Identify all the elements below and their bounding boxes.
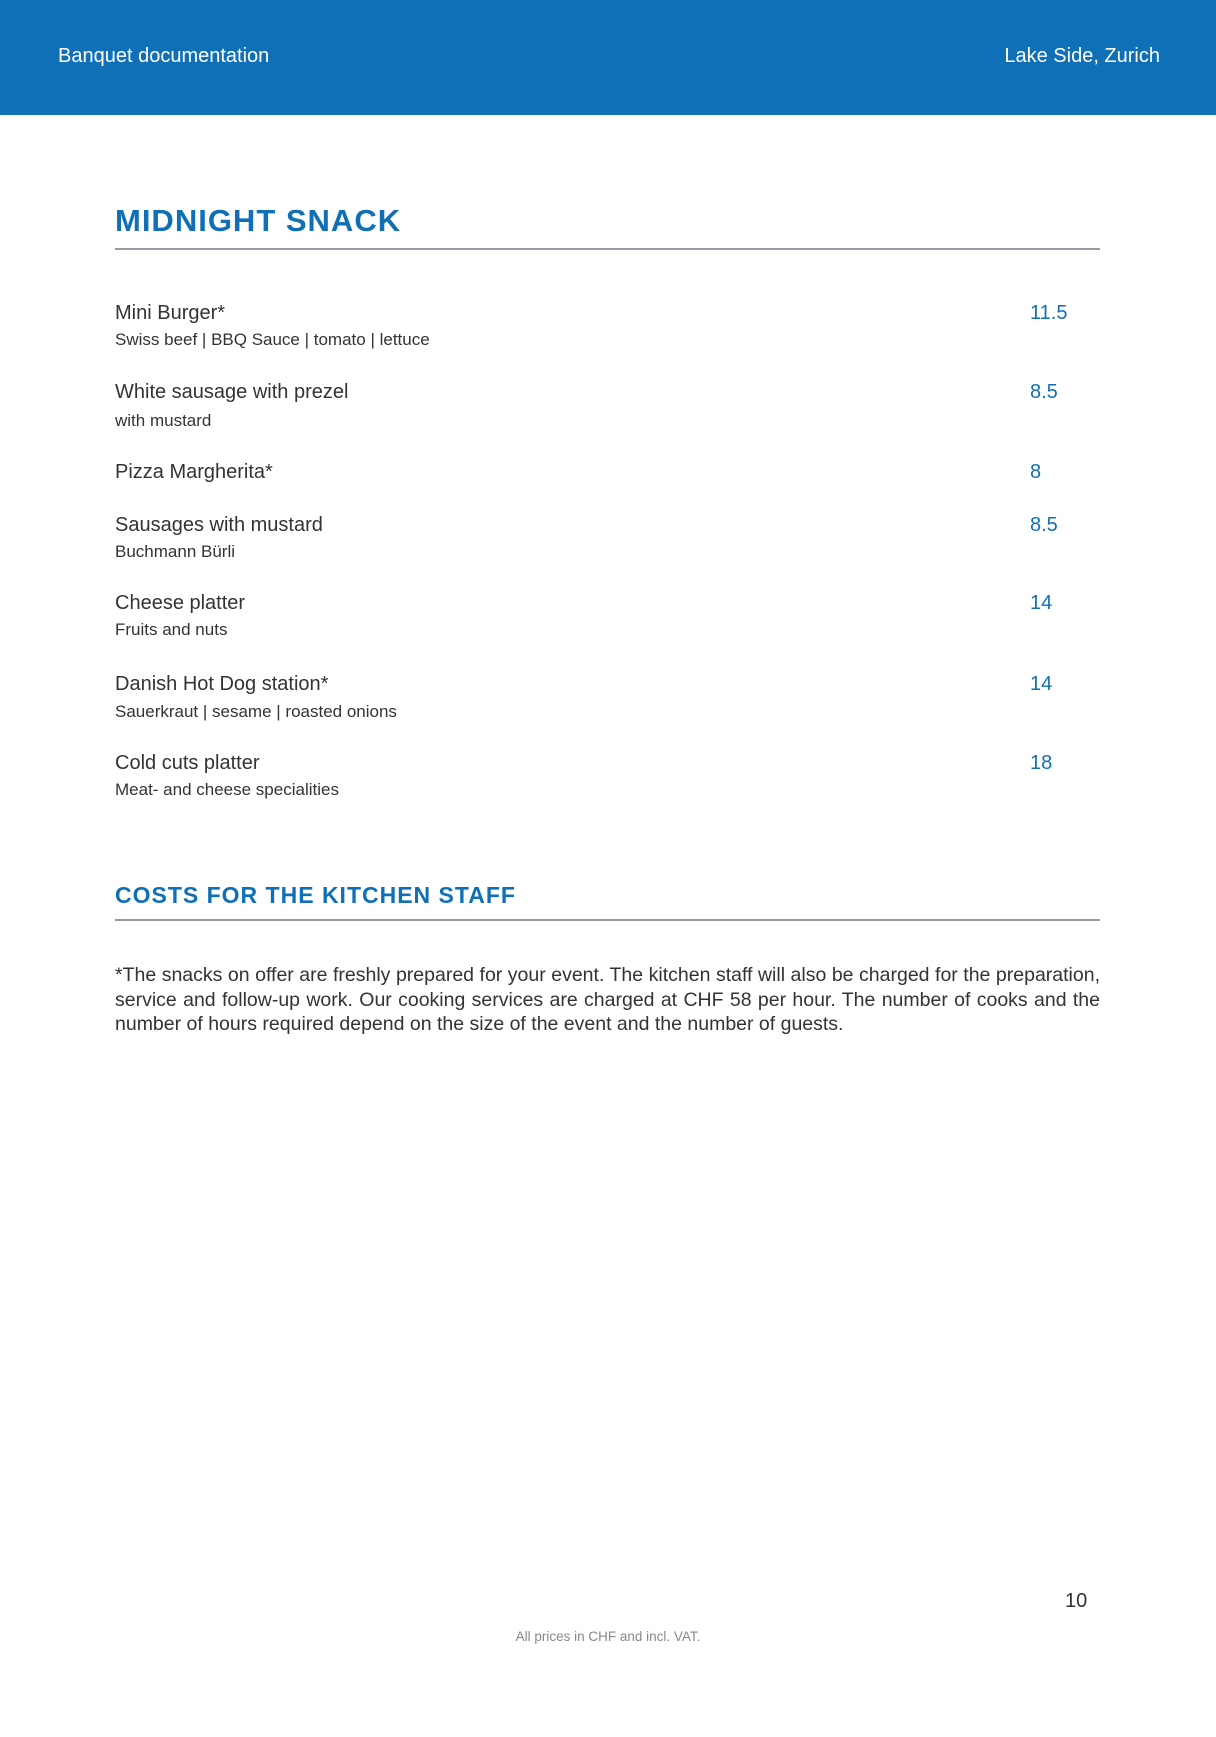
menu-item-desc: Sauerkraut | sesame | roasted onions	[115, 702, 397, 721]
divider	[115, 248, 1100, 250]
menu-item-price: 14	[1030, 673, 1053, 695]
menu-item-price: 8.5	[1030, 381, 1058, 403]
footer-note: All prices in CHF and incl. VAT.	[515, 1629, 701, 1644]
menu-item-name: Danish Hot Dog station*	[115, 673, 329, 695]
page-number: 10	[1065, 1590, 1088, 1612]
menu-item-price: 14	[1030, 592, 1053, 614]
section-title-kitchen-staff: COSTS FOR THE KITCHEN STAFF	[115, 882, 516, 908]
menu-item-price: 8	[1030, 461, 1042, 483]
menu-item-name: White sausage with prezel	[115, 381, 349, 403]
menu-item-name: Mini Burger*	[115, 302, 226, 324]
header-location: Lake Side, Zurich	[1004, 45, 1160, 67]
header-title: Banquet documentation	[58, 45, 270, 67]
divider	[115, 919, 1100, 921]
menu-item-desc: Meat- and cheese specialities	[115, 780, 339, 799]
menu-item-name: Sausages with mustard	[115, 514, 323, 536]
menu-item-name: Cheese platter	[115, 592, 246, 614]
menu-item-price: 8.5	[1030, 514, 1058, 536]
menu-item-price: 18	[1030, 752, 1053, 774]
kitchen-staff-text: *The snacks on offer are freshly prepared for your event. The kitchen staff will also be charged for the preparation, service and follow-up work. Our cooking services are charged at CHF 58 per hour. The number of cooks and the number of hours required depend on the size of the event and the number of guests.	[115, 964, 1100, 1035]
menu-item-desc: Swiss beef | BBQ Sauce | tomato | lettuce	[115, 330, 430, 349]
menu-item-desc: with mustard	[115, 411, 212, 430]
menu-item-name: Cold cuts platter	[115, 752, 260, 774]
menu-item-price: 11.5	[1030, 302, 1068, 324]
menu-item-desc: Fruits and nuts	[115, 620, 228, 639]
section-title-midnight-snack: MIDNIGHT SNACK	[115, 203, 402, 238]
menu-item-name: Pizza Margherita*	[115, 461, 273, 483]
menu-item-desc: Buchmann Bürli	[115, 542, 236, 561]
page-header	[0, 0, 1216, 115]
